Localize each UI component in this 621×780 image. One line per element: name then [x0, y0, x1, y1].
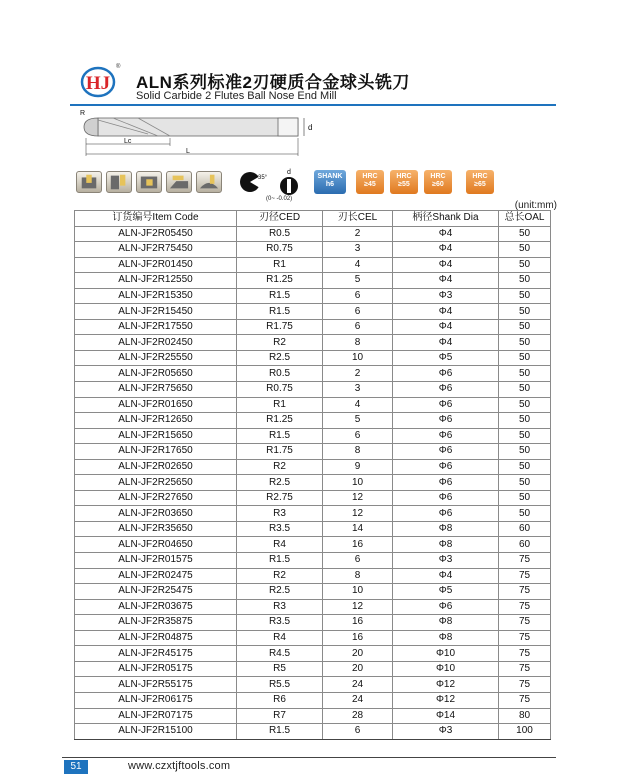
oal-cell: 50 — [499, 304, 551, 320]
table-row — [75, 226, 551, 242]
ced-cell: R1.5 — [237, 304, 323, 320]
shank-dia-cell: Φ8 — [393, 521, 499, 537]
shank-dia-cell: Φ6 — [393, 428, 499, 444]
hrc-badge-value: ≥45 — [364, 181, 376, 188]
oal-cell: 50 — [499, 319, 551, 335]
cel-cell: 14 — [323, 521, 393, 537]
ced-cell: R0.5 — [237, 366, 323, 382]
item-code-cell: ALN-JF2R04875 — [75, 630, 237, 646]
table-row — [75, 537, 551, 553]
hrc-badge — [466, 170, 494, 194]
shank-dia-cell: Φ8 — [393, 615, 499, 631]
cel-cell: 5 — [323, 413, 393, 429]
item-code-cell: ALN-JF2R12650 — [75, 413, 237, 429]
item-code-cell: ALN-JF2R01650 — [75, 397, 237, 413]
profiling-icon — [106, 171, 132, 193]
oal-cell: 75 — [499, 553, 551, 569]
ced-cell: R6 — [237, 692, 323, 708]
dim-label-r: R — [80, 110, 86, 117]
ced-cell: R7 — [237, 708, 323, 724]
item-code-cell: ALN-JF2R15650 — [75, 428, 237, 444]
oal-cell: 75 — [499, 584, 551, 600]
ced-cell: R0.75 — [237, 242, 323, 258]
hrc-badge-label: HRC — [362, 173, 378, 180]
hrc-badge — [356, 170, 384, 194]
oal-cell: 75 — [499, 599, 551, 615]
cel-cell: 6 — [323, 553, 393, 569]
cel-cell: 3 — [323, 242, 393, 258]
cel-cell: 16 — [323, 537, 393, 553]
table-row — [75, 257, 551, 273]
table-row — [75, 366, 551, 382]
table-row — [75, 708, 551, 724]
hrc-badge-value: ≥65 — [474, 181, 486, 188]
shank-dia-cell: Φ4 — [393, 335, 499, 351]
pocketing-icon — [136, 171, 162, 193]
ced-cell: R2 — [237, 459, 323, 475]
svg-text:HJ: HJ — [85, 73, 111, 94]
oal-cell: 100 — [499, 724, 551, 740]
item-code-cell: ALN-JF2R25650 — [75, 475, 237, 491]
oal-cell: 75 — [499, 661, 551, 677]
cel-cell: 2 — [323, 366, 393, 382]
table-row — [75, 584, 551, 600]
shank-badge-value: h6 — [325, 181, 335, 188]
ced-cell: R1 — [237, 257, 323, 273]
ced-cell: R2.5 — [237, 584, 323, 600]
table-row — [75, 444, 551, 460]
cel-cell: 16 — [323, 630, 393, 646]
table-row — [75, 521, 551, 537]
hrc-badge-label: HRC — [396, 173, 412, 180]
shank-dia-cell: Φ8 — [393, 537, 499, 553]
website-url: www.czxtjftools.com — [128, 760, 231, 772]
cel-cell: 10 — [323, 475, 393, 491]
hrc-badge-value: ≥55 — [398, 181, 410, 188]
item-code-cell: ALN-JF2R01575 — [75, 553, 237, 569]
oal-cell: 80 — [499, 708, 551, 724]
cel-cell: 20 — [323, 661, 393, 677]
unit-label: (unit:mm) — [514, 200, 557, 211]
cel-cell: 6 — [323, 724, 393, 740]
item-code-cell: ALN-JF2R02450 — [75, 335, 237, 351]
table-row — [75, 242, 551, 258]
table-row — [75, 397, 551, 413]
item-code-cell: ALN-JF2R35875 — [75, 615, 237, 631]
ced-cell: R3 — [237, 599, 323, 615]
ramping-icon — [166, 171, 192, 193]
shank-tolerance-badge — [314, 170, 346, 194]
cel-cell: 6 — [323, 319, 393, 335]
cel-cell: 3 — [323, 382, 393, 398]
helix-angle-icon — [238, 170, 266, 194]
item-code-cell: ALN-JF2R25475 — [75, 584, 237, 600]
oal-cell: 60 — [499, 521, 551, 537]
shank-dia-cell: Φ10 — [393, 661, 499, 677]
shank-dia-cell: Φ14 — [393, 708, 499, 724]
shank-dia-cell: Φ10 — [393, 646, 499, 662]
table-row — [75, 475, 551, 491]
oal-cell: 50 — [499, 490, 551, 506]
shank-badge-label: SHANK — [317, 173, 343, 180]
ced-cell: R1.5 — [237, 553, 323, 569]
cel-cell: 28 — [323, 708, 393, 724]
shank-dia-cell: Φ6 — [393, 490, 499, 506]
table-row — [75, 350, 551, 366]
shank-dia-cell: Φ4 — [393, 242, 499, 258]
oal-cell: 75 — [499, 677, 551, 693]
column-header-oal: 总长OAL — [499, 211, 551, 227]
shank-dia-cell: Φ6 — [393, 475, 499, 491]
ced-cell: R5.5 — [237, 677, 323, 693]
oal-cell: 50 — [499, 335, 551, 351]
cel-cell: 9 — [323, 459, 393, 475]
table-row — [75, 335, 551, 351]
hrc-badge — [390, 170, 418, 194]
table-row — [75, 599, 551, 615]
column-header-shank-dia: 柄径Shank Dia — [393, 211, 499, 227]
shank-dia-cell: Φ6 — [393, 459, 499, 475]
cel-cell: 4 — [323, 397, 393, 413]
oal-cell: 50 — [499, 273, 551, 289]
shank-dia-cell: Φ6 — [393, 366, 499, 382]
oal-cell: 50 — [499, 397, 551, 413]
ced-cell: R4.5 — [237, 646, 323, 662]
cel-cell: 20 — [323, 646, 393, 662]
column-header-cel: 刃长CEL — [323, 211, 393, 227]
header-divider — [70, 104, 556, 106]
cel-cell: 8 — [323, 568, 393, 584]
table-row — [75, 273, 551, 289]
oal-cell: 50 — [499, 366, 551, 382]
ced-cell: R2 — [237, 568, 323, 584]
item-code-cell: ALN-JF2R05175 — [75, 661, 237, 677]
shank-dia-cell: Φ4 — [393, 257, 499, 273]
column-header-ced: 刃径CED — [237, 211, 323, 227]
ced-cell: R2.75 — [237, 490, 323, 506]
page-number: 51 — [64, 760, 88, 774]
shank-dia-cell: Φ3 — [393, 553, 499, 569]
shank-dia-cell: Φ12 — [393, 677, 499, 693]
shank-dia-cell: Φ12 — [393, 692, 499, 708]
item-code-cell: ALN-JF2R17550 — [75, 319, 237, 335]
oal-cell: 50 — [499, 506, 551, 522]
oal-cell: 60 — [499, 537, 551, 553]
cel-cell: 6 — [323, 288, 393, 304]
table-row — [75, 490, 551, 506]
hrc-badge-value: ≥60 — [432, 181, 444, 188]
shank-dia-cell: Φ5 — [393, 584, 499, 600]
hrc-badge-label: HRC — [472, 173, 488, 180]
shank-dia-cell: Φ4 — [393, 273, 499, 289]
oal-cell: 50 — [499, 242, 551, 258]
slotting-icon — [76, 171, 102, 193]
page-subtitle: Solid Carbide 2 Flutes Ball Nose End Mill — [136, 90, 337, 102]
cel-cell: 10 — [323, 350, 393, 366]
dim-label-lc: Lc — [124, 138, 132, 145]
tolerance-label: (0~ -0.02) — [266, 196, 293, 202]
svg-text:d: d — [287, 169, 291, 176]
table-row — [75, 692, 551, 708]
shank-dia-cell: Φ6 — [393, 397, 499, 413]
item-code-cell: ALN-JF2R27650 — [75, 490, 237, 506]
cel-cell: 16 — [323, 615, 393, 631]
item-code-cell: ALN-JF2R05650 — [75, 366, 237, 382]
item-code-cell: ALN-JF2R35650 — [75, 521, 237, 537]
item-code-cell: ALN-JF2R45175 — [75, 646, 237, 662]
cel-cell: 4 — [323, 257, 393, 273]
table-row — [75, 459, 551, 475]
ced-cell: R0.5 — [237, 226, 323, 242]
table-row — [75, 506, 551, 522]
ced-cell: R0.75 — [237, 382, 323, 398]
footer-divider — [62, 757, 556, 758]
item-code-cell: ALN-JF2R15450 — [75, 304, 237, 320]
ced-cell: R5 — [237, 661, 323, 677]
item-code-cell: ALN-JF2R03650 — [75, 506, 237, 522]
table-row — [75, 413, 551, 429]
table-row — [75, 724, 551, 740]
item-code-cell: ALN-JF2R02475 — [75, 568, 237, 584]
page-title: ALN系列标准2刃硬质合金球头铣刀 — [136, 73, 410, 92]
cel-cell: 24 — [323, 692, 393, 708]
oal-cell: 50 — [499, 413, 551, 429]
cel-cell: 12 — [323, 506, 393, 522]
oal-cell: 50 — [499, 428, 551, 444]
ced-cell: R4 — [237, 537, 323, 553]
oal-cell: 50 — [499, 459, 551, 475]
ced-cell: R1.5 — [237, 288, 323, 304]
table-row — [75, 288, 551, 304]
table-row — [75, 428, 551, 444]
item-code-cell: ALN-JF2R05450 — [75, 226, 237, 242]
shank-dia-cell: Φ6 — [393, 599, 499, 615]
cel-cell: 8 — [323, 335, 393, 351]
ced-cell: R1.5 — [237, 428, 323, 444]
table-row — [75, 304, 551, 320]
column-header-item-code: 订货编号Item Code — [75, 211, 237, 227]
helix-angle-label: 35° — [258, 175, 268, 181]
cel-cell: 5 — [323, 273, 393, 289]
item-code-cell: ALN-JF2R75650 — [75, 382, 237, 398]
ced-cell: R2.5 — [237, 350, 323, 366]
table-row — [75, 553, 551, 569]
table-row — [75, 382, 551, 398]
table-header-row — [75, 211, 551, 227]
shank-dia-cell: Φ8 — [393, 630, 499, 646]
item-code-cell: ALN-JF2R15350 — [75, 288, 237, 304]
brand-logo: HJ ® — [80, 64, 124, 100]
tool-dimension-diagram — [78, 108, 318, 160]
oal-cell: 50 — [499, 382, 551, 398]
cel-cell: 6 — [323, 428, 393, 444]
cel-cell: 10 — [323, 584, 393, 600]
oal-cell: 75 — [499, 630, 551, 646]
ced-cell: R1.5 — [237, 724, 323, 740]
ced-cell: R4 — [237, 630, 323, 646]
ced-cell: R2.5 — [237, 475, 323, 491]
cel-cell: 24 — [323, 677, 393, 693]
ced-cell: R3.5 — [237, 615, 323, 631]
table-row — [75, 646, 551, 662]
hrc-badge — [424, 170, 452, 194]
oal-cell: 50 — [499, 257, 551, 273]
item-code-cell: ALN-JF2R25550 — [75, 350, 237, 366]
oal-cell: 75 — [499, 646, 551, 662]
shank-dia-cell: Φ4 — [393, 304, 499, 320]
cel-cell: 12 — [323, 490, 393, 506]
ced-cell: R1.75 — [237, 444, 323, 460]
item-code-cell: ALN-JF2R01450 — [75, 257, 237, 273]
cel-cell: 2 — [323, 226, 393, 242]
table-row — [75, 319, 551, 335]
shank-dia-cell: Φ6 — [393, 506, 499, 522]
shank-dia-cell: Φ3 — [393, 288, 499, 304]
ced-cell: R3 — [237, 506, 323, 522]
item-code-cell: ALN-JF2R04650 — [75, 537, 237, 553]
item-code-cell: ALN-JF2R12550 — [75, 273, 237, 289]
item-code-cell: ALN-JF2R02650 — [75, 459, 237, 475]
ced-cell: R1.25 — [237, 273, 323, 289]
oal-cell: 75 — [499, 692, 551, 708]
table-row — [75, 630, 551, 646]
item-code-cell: ALN-JF2R75450 — [75, 242, 237, 258]
oal-cell: 50 — [499, 226, 551, 242]
shank-dia-cell: Φ4 — [393, 226, 499, 242]
dim-label-d: d — [308, 123, 313, 132]
oal-cell: 75 — [499, 615, 551, 631]
spec-table — [74, 210, 551, 740]
dim-label-l: L — [186, 148, 190, 155]
table-row — [75, 661, 551, 677]
item-code-cell: ALN-JF2R17650 — [75, 444, 237, 460]
shank-dia-cell: Φ4 — [393, 568, 499, 584]
item-code-cell: ALN-JF2R03675 — [75, 599, 237, 615]
ced-cell: R1.25 — [237, 413, 323, 429]
ced-cell: R1 — [237, 397, 323, 413]
ced-cell: R3.5 — [237, 521, 323, 537]
oal-cell: 50 — [499, 475, 551, 491]
oal-cell: 50 — [499, 350, 551, 366]
shank-dia-cell: Φ5 — [393, 350, 499, 366]
ced-cell: R1.75 — [237, 319, 323, 335]
shank-dia-cell: Φ6 — [393, 413, 499, 429]
oal-cell: 50 — [499, 444, 551, 460]
copy-milling-icon — [196, 171, 222, 193]
oal-cell: 75 — [499, 568, 551, 584]
shank-dia-cell: Φ3 — [393, 724, 499, 740]
cel-cell: 6 — [323, 304, 393, 320]
ced-cell: R2 — [237, 335, 323, 351]
table-row — [75, 615, 551, 631]
oal-cell: 50 — [499, 288, 551, 304]
table-row — [75, 677, 551, 693]
table-row — [75, 568, 551, 584]
cel-cell: 12 — [323, 599, 393, 615]
shank-dia-cell: Φ6 — [393, 444, 499, 460]
shank-dia-cell: Φ4 — [393, 319, 499, 335]
hrc-badge-label: HRC — [430, 173, 446, 180]
item-code-cell: ALN-JF2R55175 — [75, 677, 237, 693]
item-code-cell: ALN-JF2R06175 — [75, 692, 237, 708]
cel-cell: 8 — [323, 444, 393, 460]
shank-dia-cell: Φ6 — [393, 382, 499, 398]
item-code-cell: ALN-JF2R15100 — [75, 724, 237, 740]
item-code-cell: ALN-JF2R07175 — [75, 708, 237, 724]
